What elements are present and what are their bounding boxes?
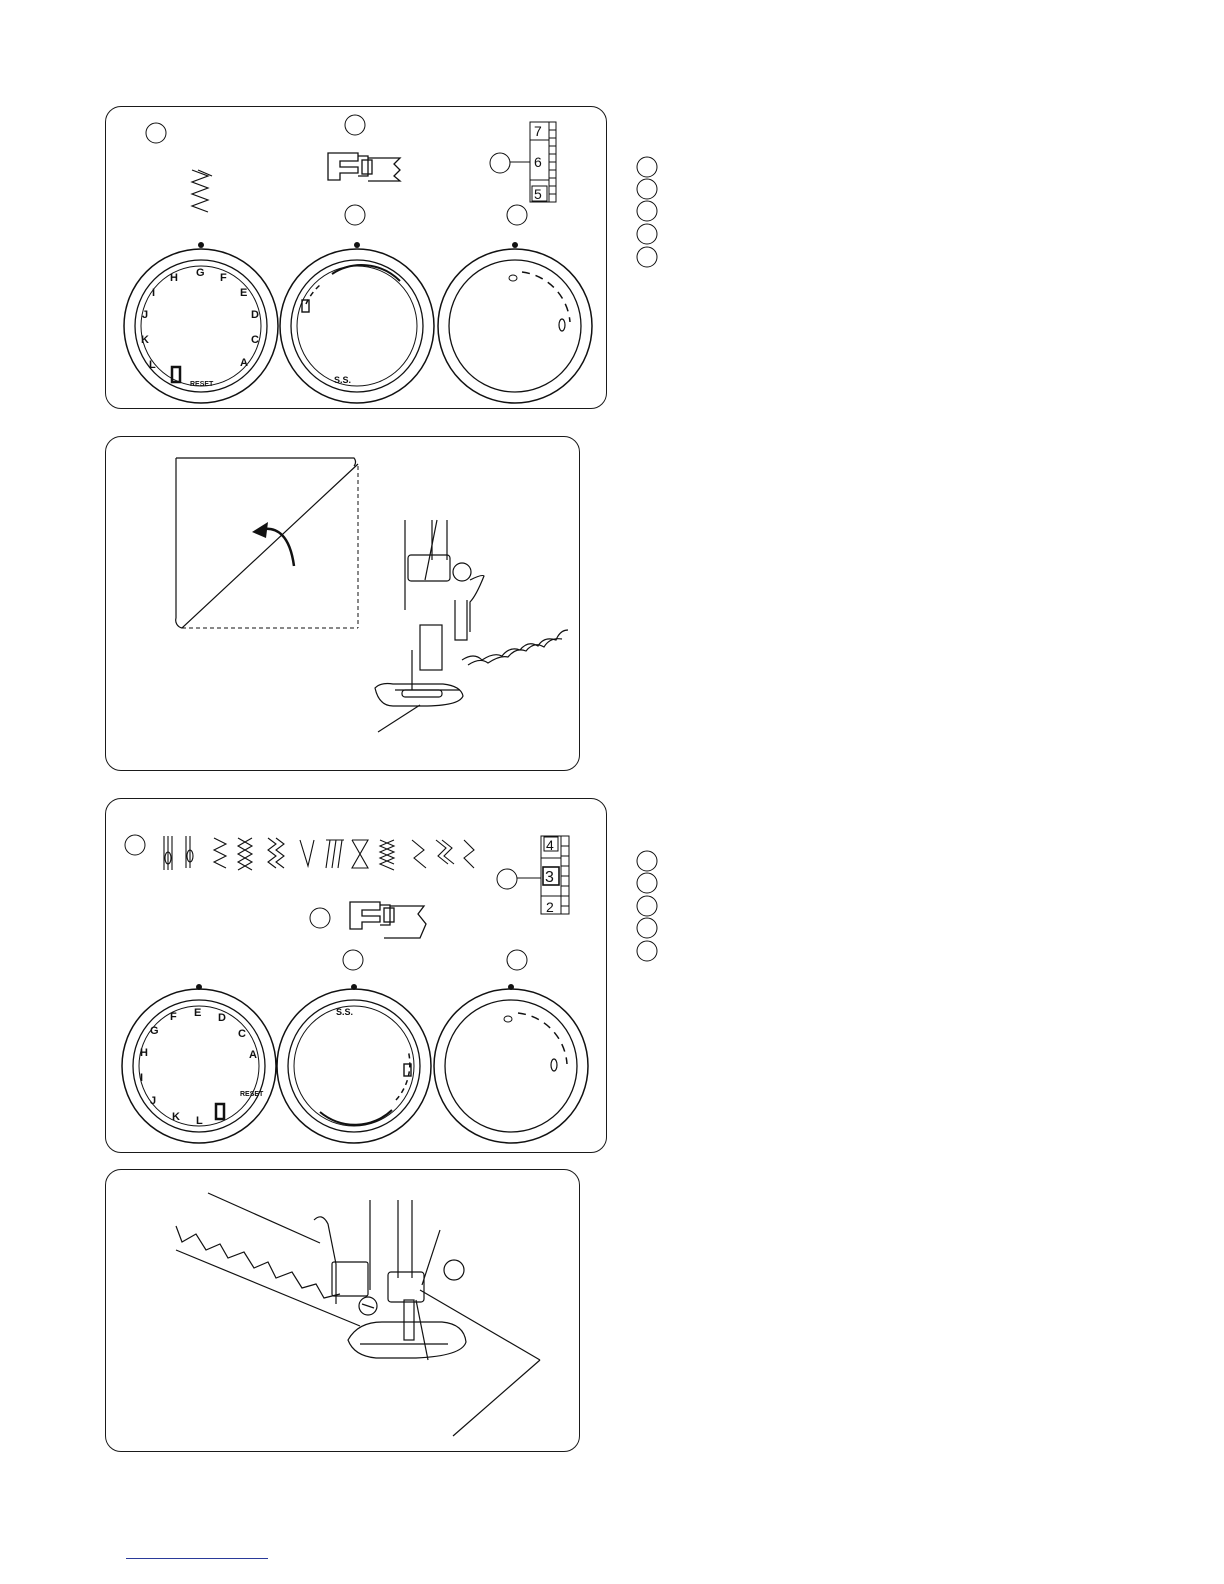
- dial-letter-l: L: [149, 359, 156, 371]
- dial-letter-d: D: [251, 309, 259, 321]
- stitch-length-ss: S.S.: [334, 375, 352, 385]
- tension-label: 4: [546, 837, 554, 853]
- dial-letter-f: F: [170, 1011, 177, 1023]
- dial-letter-h: H: [170, 272, 178, 284]
- dial-letter-k: K: [172, 1111, 180, 1123]
- dial-letter-a: A: [240, 357, 248, 369]
- dial-letter-e: E: [240, 287, 248, 299]
- reset-label: RESET: [190, 381, 214, 388]
- dial-letter-j: J: [150, 1095, 157, 1107]
- tension-label: 3: [545, 869, 554, 886]
- stitch-length-ss: S.S.: [336, 1007, 354, 1017]
- dial-letter-i: I: [140, 1072, 144, 1084]
- footer-rule: [126, 1558, 268, 1559]
- tension-label: 7: [534, 123, 542, 139]
- dial-letter-g: G: [150, 1025, 159, 1037]
- tension-label: 6: [534, 154, 542, 170]
- dial-letter-g: G: [196, 267, 205, 279]
- dial-letter-f: F: [220, 272, 227, 284]
- dial-letter-e: E: [194, 1007, 202, 1019]
- dial-letter-a: A: [249, 1049, 257, 1061]
- dial-letter-i: I: [152, 287, 156, 299]
- dial-letter-l: L: [196, 1115, 203, 1127]
- dial-letter-h: H: [140, 1047, 148, 1059]
- dial-letter-k: K: [141, 334, 149, 346]
- tension-label: 2: [546, 899, 554, 915]
- tension-label: 5: [534, 186, 542, 202]
- reset-label: RESET: [240, 1091, 264, 1098]
- dial-letter-c: C: [251, 334, 259, 346]
- dial-letter-c: C: [238, 1028, 246, 1040]
- dial-letter-j: J: [142, 309, 149, 321]
- dial-letter-d: D: [218, 1012, 226, 1024]
